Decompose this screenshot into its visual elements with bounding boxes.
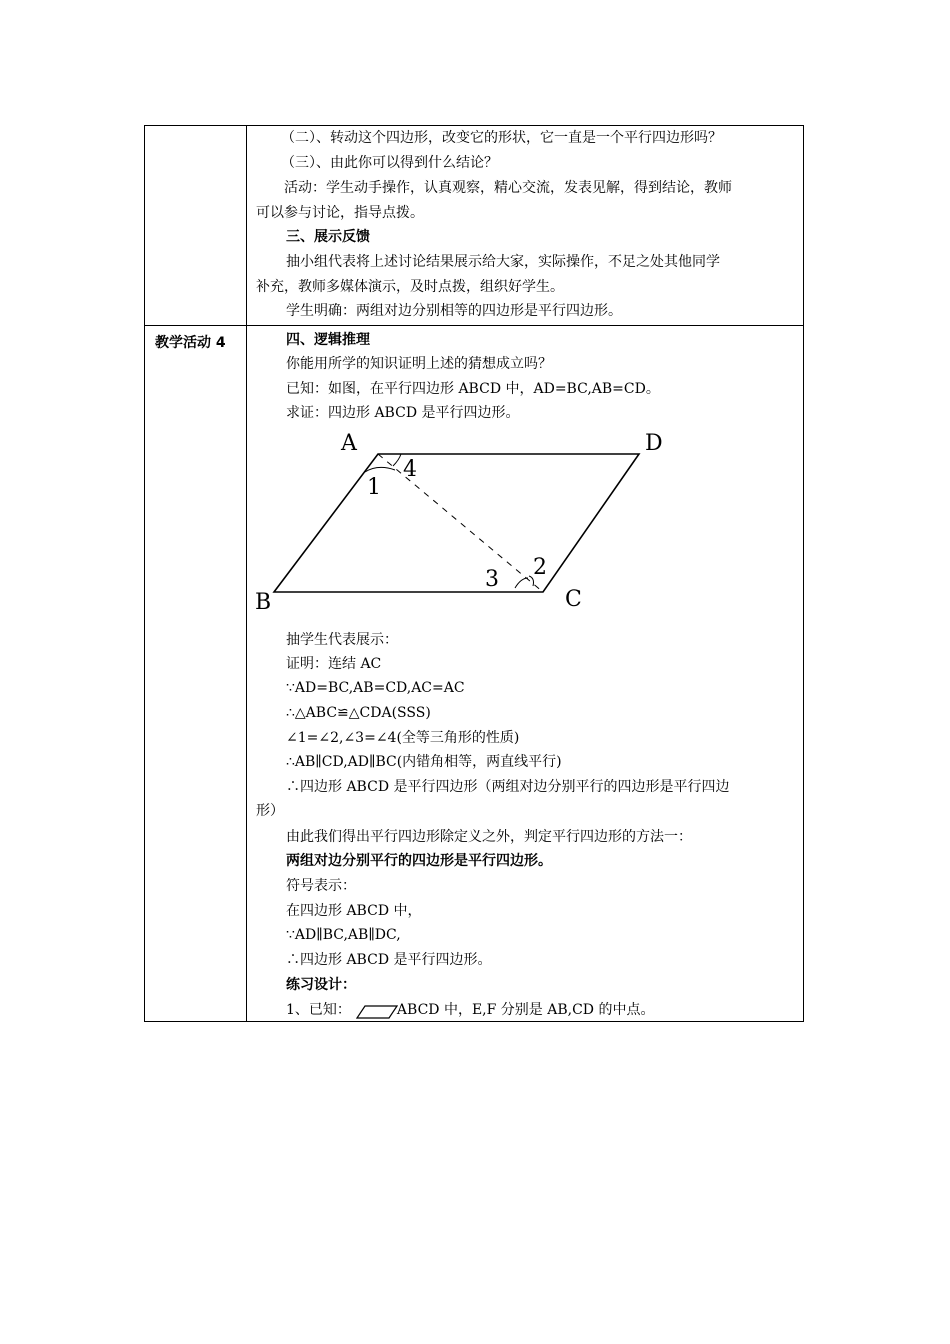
parallelogram-diagram [253,426,693,616]
vertex-c-label: C [565,587,582,612]
text-line: ∴四边形 ABCD 是平行四边形。 [286,952,492,968]
row-divider [145,325,803,326]
angle-3-label: 3 [485,567,499,592]
text-line: ∴AB∥CD,AD∥BC(内错角相等，两直线平行) [286,754,562,770]
angle-1-arc [365,467,395,472]
text-line: 学生明确：两组对边分别相等的四边形是平行四边形。 [286,303,622,319]
angle-3-arc [515,578,528,588]
vertex-a-label: A [341,431,357,456]
vertex-d-label: D [645,431,663,456]
text-line: 符号表示： [286,878,356,894]
section-heading: 四、逻辑推理 [286,332,370,348]
angle-2-label: 2 [533,555,547,580]
parallelogram-abcd [274,454,639,592]
theorem-statement: 两组对边分别平行的四边形是平行四边形。 [286,853,552,869]
text-line: ∵AD=BC,AB=CD,AC=AC [286,680,465,696]
text-line: （二）、转动这个四边形，改变它的形状，它一直是一个平行四边形吗？ [281,130,722,146]
angle-1-label: 1 [367,475,381,500]
parallelogram-symbol-icon [356,1005,398,1019]
text-line: 补充，教师多媒体演示，及时点拨，组织好学生。 [256,279,564,295]
text-line: 你能用所学的知识证明上述的猜想成立吗？ [286,356,552,372]
text-line: 抽小组代表将上述讨论结果展示给大家，实际操作，不足之处其他同学 [286,254,720,270]
angle-4-arc [393,454,401,466]
text-line: 抽学生代表展示： [286,632,398,648]
text-line: 由此我们得出平行四边形除定义之外，判定平行四边形的方法一： [286,829,692,845]
exercise-prefix: 1、已知： [286,1002,351,1018]
text-line: 求证：四边形 ABCD 是平行四边形。 [286,405,520,421]
activity-label: 教学活动 4 [155,335,226,351]
angle-4-label: 4 [403,457,417,482]
text-line: （三）、由此你可以得到什么结论？ [281,155,498,171]
text-line: 证明：连结 AC [286,656,382,672]
text-line: 已知：如图，在平行四边形 ABCD 中，AD=BC,AB=CD。 [286,381,660,397]
text-line: 形） [256,803,284,819]
column-divider [246,126,247,1021]
text-line: ∵AD∥BC,AB∥DC, [286,927,401,943]
exercise-suffix: ABCD 中，E,F 分别是 AB,CD 的中点。 [396,1002,655,1018]
lesson-table [144,125,804,1022]
text-line: 可以参与讨论，指导点拨。 [256,205,424,221]
section-heading: 三、展示反馈 [286,229,370,245]
text-line: 在四边形 ABCD 中， [286,903,422,919]
text-line: ∴△ABC≌△CDA(SSS) [286,705,431,721]
text-line: ∴四边形 ABCD 是平行四边形（两组对边分别平行的四边形是平行四边 [286,779,730,795]
section-heading: 练习设计： [286,977,356,993]
text-line: 活动：学生动手操作，认真观察，精心交流，发表见解，得到结论，教师 [284,180,732,196]
vertex-b-label: B [255,590,272,615]
text-line: ∠1=∠2,∠3=∠4(全等三角形的性质) [286,730,520,746]
